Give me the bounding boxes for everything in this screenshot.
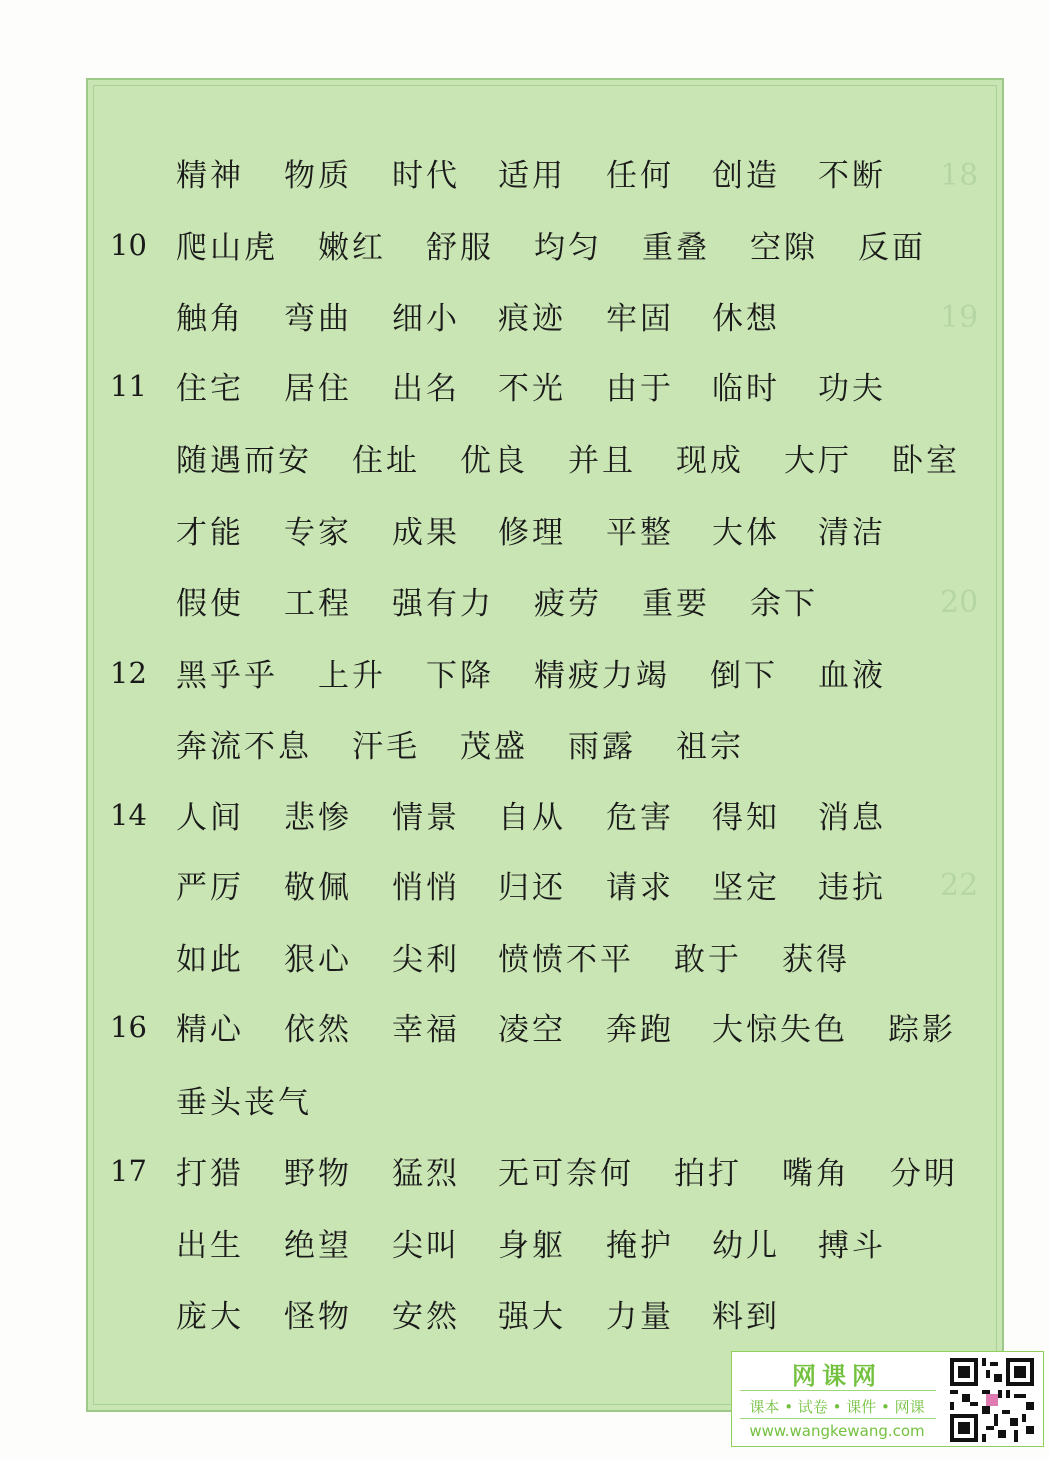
show-through-mark: 18 [940, 158, 979, 193]
show-through-mark: 22 [940, 868, 979, 903]
vocab-word: 强大 [498, 1299, 566, 1335]
vocab-word: 大体 [712, 515, 780, 551]
vocab-word: 重要 [642, 586, 710, 622]
vocab-word: 祖宗 [676, 729, 744, 765]
word-row [0, 1004, 1050, 1054]
vocab-word: 下降 [426, 658, 494, 694]
vocab-word: 掩护 [606, 1228, 674, 1264]
vocab-word: 大厅 [784, 443, 852, 479]
vocab-word: 倒下 [710, 658, 778, 694]
vocab-word: 随遇而安 [176, 443, 312, 479]
vocab-word: 垂头丧气 [176, 1085, 312, 1121]
vocab-word: 打猎 [176, 1156, 244, 1192]
word-row [0, 507, 1050, 557]
word-row [0, 650, 1050, 700]
vocab-word: 居住 [284, 371, 352, 407]
vocab-word: 人间 [176, 800, 244, 836]
vocab-word: 成果 [392, 515, 460, 551]
vocab-word: 出生 [176, 1228, 244, 1264]
vocab-word: 黑乎乎 [176, 658, 278, 694]
vocab-word: 由于 [606, 371, 674, 407]
vocab-word: 奔跑 [606, 1012, 674, 1048]
vocab-word: 自从 [498, 800, 566, 836]
vocab-word: 不光 [498, 371, 566, 407]
vocab-word: 现成 [676, 443, 744, 479]
vocab-word: 危害 [606, 800, 674, 836]
vocab-word: 力量 [606, 1299, 674, 1335]
vocab-word: 尖利 [392, 942, 460, 978]
vocab-word: 怪物 [284, 1299, 352, 1335]
lesson-number: 17 [110, 1154, 147, 1188]
vocab-word: 狠心 [284, 942, 352, 978]
word-row [0, 1077, 1050, 1127]
vocab-word: 出名 [392, 371, 460, 407]
watermark-url[interactable]: www.wangkewang.com [749, 1422, 925, 1440]
vocab-word: 卧室 [892, 443, 960, 479]
word-row [0, 1148, 1050, 1198]
vocab-word: 严厉 [176, 870, 244, 906]
vocab-word: 空隙 [750, 230, 818, 266]
vocab-word: 情景 [392, 800, 460, 836]
vocab-word: 休想 [712, 301, 780, 337]
vocab-word: 料到 [712, 1299, 780, 1335]
vocab-word: 幼儿 [712, 1228, 780, 1264]
word-row [0, 934, 1050, 984]
vocab-word: 疲劳 [534, 586, 602, 622]
vocab-word: 如此 [176, 942, 244, 978]
vocab-word: 精疲力竭 [534, 658, 670, 694]
word-row [0, 363, 1050, 413]
vocab-word: 重叠 [642, 230, 710, 266]
vocab-word: 敢于 [674, 942, 742, 978]
vocab-word: 住宅 [176, 371, 244, 407]
vocab-word: 踪影 [888, 1012, 956, 1048]
vocab-word: 才能 [176, 515, 244, 551]
vocab-word: 精神 [176, 158, 244, 194]
vocab-word: 绝望 [284, 1228, 352, 1264]
vocab-word: 悲惨 [284, 800, 352, 836]
vocab-word: 雨露 [568, 729, 636, 765]
vocab-word: 拍打 [674, 1156, 742, 1192]
vocab-word: 弯曲 [284, 301, 352, 337]
vocab-word: 精心 [176, 1012, 244, 1048]
vocab-word: 归还 [498, 870, 566, 906]
vocab-word: 依然 [284, 1012, 352, 1048]
vocab-word: 强有力 [392, 586, 494, 622]
vocab-word: 修理 [498, 515, 566, 551]
vocab-word: 尖叫 [392, 1228, 460, 1264]
vocab-word: 舒服 [426, 230, 494, 266]
vocab-word: 平整 [606, 515, 674, 551]
vocab-word: 不断 [818, 158, 886, 194]
vocab-word: 奔流不息 [176, 729, 312, 765]
vocab-word: 悄悄 [392, 870, 460, 906]
vocab-word: 血液 [818, 658, 886, 694]
vocab-word: 余下 [750, 586, 818, 622]
vocab-word: 反面 [858, 230, 926, 266]
word-row [0, 1291, 1050, 1341]
show-through-mark: 20 [940, 585, 979, 620]
word-row [0, 222, 1050, 272]
vocab-word: 触角 [176, 301, 244, 337]
word-row [0, 578, 1050, 628]
vocab-word: 均匀 [534, 230, 602, 266]
vocab-word: 获得 [782, 942, 850, 978]
show-through-mark: 19 [940, 300, 979, 335]
vocab-word: 细小 [392, 301, 460, 337]
vocab-word: 创造 [712, 158, 780, 194]
vocab-word: 请求 [606, 870, 674, 906]
vocab-word: 爬山虎 [176, 230, 278, 266]
vocab-word: 茂盛 [460, 729, 528, 765]
vocab-word: 幸福 [392, 1012, 460, 1048]
lesson-number: 16 [110, 1010, 147, 1044]
vocab-word: 物质 [284, 158, 352, 194]
vocab-word: 身躯 [498, 1228, 566, 1264]
word-row [0, 435, 1050, 485]
vocab-word: 功夫 [818, 371, 886, 407]
vocab-word: 适用 [498, 158, 566, 194]
vocab-word: 愤愤不平 [498, 942, 634, 978]
watermark-subtitle: 课本 • 试卷 • 课件 • 网课 [749, 1398, 925, 1416]
word-row [0, 792, 1050, 842]
vocab-word: 时代 [392, 158, 460, 194]
vocab-word: 嘴角 [782, 1156, 850, 1192]
vocab-word: 牢固 [606, 301, 674, 337]
word-row [0, 293, 1050, 343]
vocab-word: 野物 [284, 1156, 352, 1192]
vocab-word: 分明 [890, 1156, 958, 1192]
vocab-word: 大惊失色 [712, 1012, 848, 1048]
lesson-number: 14 [110, 798, 147, 832]
word-row [0, 862, 1050, 912]
vocab-word: 工程 [284, 586, 352, 622]
lesson-number: 11 [110, 369, 147, 403]
vocab-word: 汗毛 [352, 729, 420, 765]
vocab-word: 违抗 [818, 870, 886, 906]
vocab-word: 敬佩 [284, 870, 352, 906]
vocab-word: 坚定 [712, 870, 780, 906]
lesson-number: 12 [110, 656, 147, 690]
vocab-word: 安然 [392, 1299, 460, 1335]
vocab-word: 上升 [318, 658, 386, 694]
vocab-word: 任何 [606, 158, 674, 194]
word-row [0, 150, 1050, 200]
vocab-word: 无可奈何 [498, 1156, 634, 1192]
word-row [0, 721, 1050, 771]
vocab-word: 庞大 [176, 1299, 244, 1335]
vocab-word: 嫩红 [318, 230, 386, 266]
site-watermark[interactable] [731, 1351, 1044, 1447]
vocab-word: 并且 [568, 443, 636, 479]
vocab-word: 优良 [460, 443, 528, 479]
vocab-word: 凌空 [498, 1012, 566, 1048]
vocab-word: 住址 [352, 443, 420, 479]
vocab-word: 猛烈 [392, 1156, 460, 1192]
vocab-word: 临时 [712, 371, 780, 407]
watermark-title: 网课网 [792, 1362, 882, 1390]
qr-code-icon[interactable] [950, 1358, 1034, 1442]
vocab-word: 清洁 [818, 515, 886, 551]
vocab-word: 搏斗 [818, 1228, 886, 1264]
lesson-number: 10 [110, 228, 147, 262]
vocab-word: 痕迹 [498, 301, 566, 337]
vocab-word: 假使 [176, 586, 244, 622]
vocab-word: 专家 [284, 515, 352, 551]
vocab-word: 得知 [712, 800, 780, 836]
word-row [0, 1220, 1050, 1270]
vocab-word: 消息 [818, 800, 886, 836]
